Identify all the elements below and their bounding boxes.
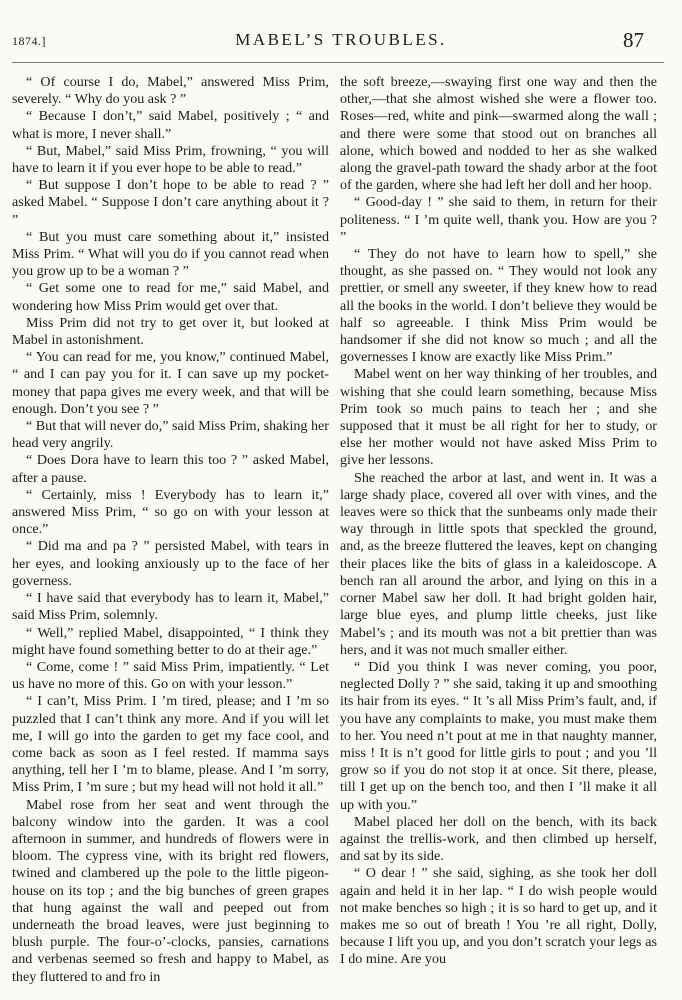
left-column (12, 74, 329, 986)
paragraph: “ Get some one to read for me,” said Mabel, and wondering how Miss Prim would get over that. (12, 280, 329, 314)
paragraph: “ Because I don’t,” said Mabel, positively ; “ and what is more, I never shall.” (12, 108, 329, 142)
paragraph: “ But you must care something about it,” insisted Miss Prim. “ What will you do if you cannot read when you grow up to be a woman ? ” (12, 228, 329, 280)
paragraph: “ Did you think I was never coming, you poor, neglected Dolly ? ” she said, taking it up and smoothing its hair from its eyes. “ It ’s all Miss Prim’s fault, and, if you have any complaints to make, you must make them to her. You need n’t pout at me in that naughty manner, miss ! It is n’t good for little girls to pout ; and you ’ll grow so if you do not stop it at once. Sit there, please, till I get up on the bench too, and then I ’ll make it all up with you.” (340, 658, 657, 813)
paragraph: “ Come, come ! ” said Miss Prim, impatiently. “ Let us have no more of this. Go on with your lesson.” (12, 658, 329, 693)
header-rule (12, 62, 664, 63)
paragraph: Mabel went on her way thinking of her troubles, and wishing that she could learn something, because Miss Prim took so much pains to teach her ; and she supposed that it must be all right for her to study, or else her mother would not have asked Miss Prim to give her lessons. (340, 366, 657, 469)
paragraph: “ Did ma and pa ? ” persisted Mabel, with tears in her eyes, and looking anxiously up to the face of her governess. (12, 538, 329, 589)
paragraph: the soft breeze,—swaying first one way and then the other,—that she almost wished she were a flower too. Roses—red, white and pink—swarmed along the wall ; and there were some that stood out on branches all alone, which bowed and nodded to her as she walked along the gravel-path toward the shady arbor at the foot of the garden, where she had left her doll and her hoop. (340, 74, 657, 194)
paragraph: “ Certainly, miss ! Everybody has to learn it,” answered Miss Prim, “ so go on with your lesson at once.” (12, 486, 329, 538)
paragraph: “ Does Dora have to learn this too ? ” asked Mabel, after a pause. (12, 452, 329, 486)
paragraph: “ But that will never do,” said Miss Prim, shaking her head very angrily. (12, 418, 329, 452)
header-year: 1874.] (12, 34, 46, 48)
page-number: 87 (623, 28, 644, 52)
paragraph: “ O dear ! ” she said, sighing, as she took her doll again and held it in her lap. “ I do wish people would not make benches so high ; it is so hard to get up, and it makes me so out of breath ! You ’re all right, Dolly, because I lift you up, and you don’t scratch your legs as I do mine. Are you (340, 865, 657, 968)
paragraph: “ I can’t, Miss Prim. I ’m tired, please; and I ’m so puzzled that I can’t think any more. And if you will let me, I will go into the garden to get my face cool, and come back as soon as I feel rested. If mamma says anything, tell her I ’m to blame, please. And I ’m sorry, Miss Prim, I ’m sure ; but my head will not hold it all.” (12, 693, 329, 796)
paragraph: “ I have said that everybody has to learn it, Mabel,” said Miss Prim, solemnly. (12, 590, 329, 624)
paragraph: “ But suppose I don’t hope to be able to read ? ” asked Mabel. “ Suppose I don’t care anything about it ? ” (12, 177, 329, 228)
paragraph: Mabel placed her doll on the bench, with its back against the trellis-work, and then climbed up herself, and sat by its side. (340, 813, 657, 865)
paragraph: “ Of course I do, Mabel,” answered Miss Prim, severely. “ Why do you ask ? ” (12, 74, 329, 108)
paragraph: She reached the arbor at last, and went in. It was a large shady place, covered all over with vines, and the leaves were so thick that the sunbeams only made their way through in little spots that speckled the ground, and, as the breeze fluttered the leaves, kept on changing their places like the bits of glass in a kaleidoscope. A bench ran all around the arbor, and lying on this in a corner Mabel saw her doll. It had bright golden hair, large blue eyes, and plump little cheeks, just like Mabel’s ; and its mouth was not a bit prettier than was hers, and it was not much smaller either. (340, 469, 657, 658)
paragraph: Miss Prim did not try to get over it, but looked at Mabel in astonishment. (12, 314, 329, 349)
header-title: MABEL’S TROUBLES. (235, 30, 447, 49)
paragraph: “ Well,” replied Mabel, disappointed, “ I think they might have found something better to do at their age.” (12, 624, 329, 658)
running-header (0, 26, 682, 56)
paragraph: “ You can read for me, you know,” continued Mabel, “ and I can pay you for it. I can save up my pocket-money that papa gives me every week, and that will be enough. Don’t you see ? ” (12, 349, 329, 417)
paragraph: “ They do not have to learn how to spell,” she thought, as she passed on. “ They would not look any prettier, or smell any sweeter, if they knew how to read all the books in the world. I don’t believe they would be half so agreeable. I think Miss Prim would be handsomer if she did not know so much ; and all the governesses I know are exactly like Miss Prim.” (340, 246, 657, 366)
paragraph: Mabel rose from her seat and went through the balcony window into the garden. It was a cool afternoon in summer, and hundreds of flowers were in bloom. The cypress vine, with its bright red flowers, twined and clambered up the pole to the little pigeon-house on its top ; and the big bunches of green grapes that hung against the wall and peeped out from underneath the broad leaves, were just beginning to blush purple. The four-o’-clocks, pansies, carnations and verbenas seemed so fresh and happy to Mabel, as they fluttered to and fro in (12, 796, 329, 985)
right-column (340, 74, 657, 969)
paragraph: “ Good-day ! ” she said to them, in return for their politeness. “ I ’m quite well, thank you. How are you ? ” (340, 194, 657, 245)
paragraph: “ But, Mabel,” said Miss Prim, frowning, “ you will have to learn it if you ever hope to be able to read.” (12, 142, 329, 177)
